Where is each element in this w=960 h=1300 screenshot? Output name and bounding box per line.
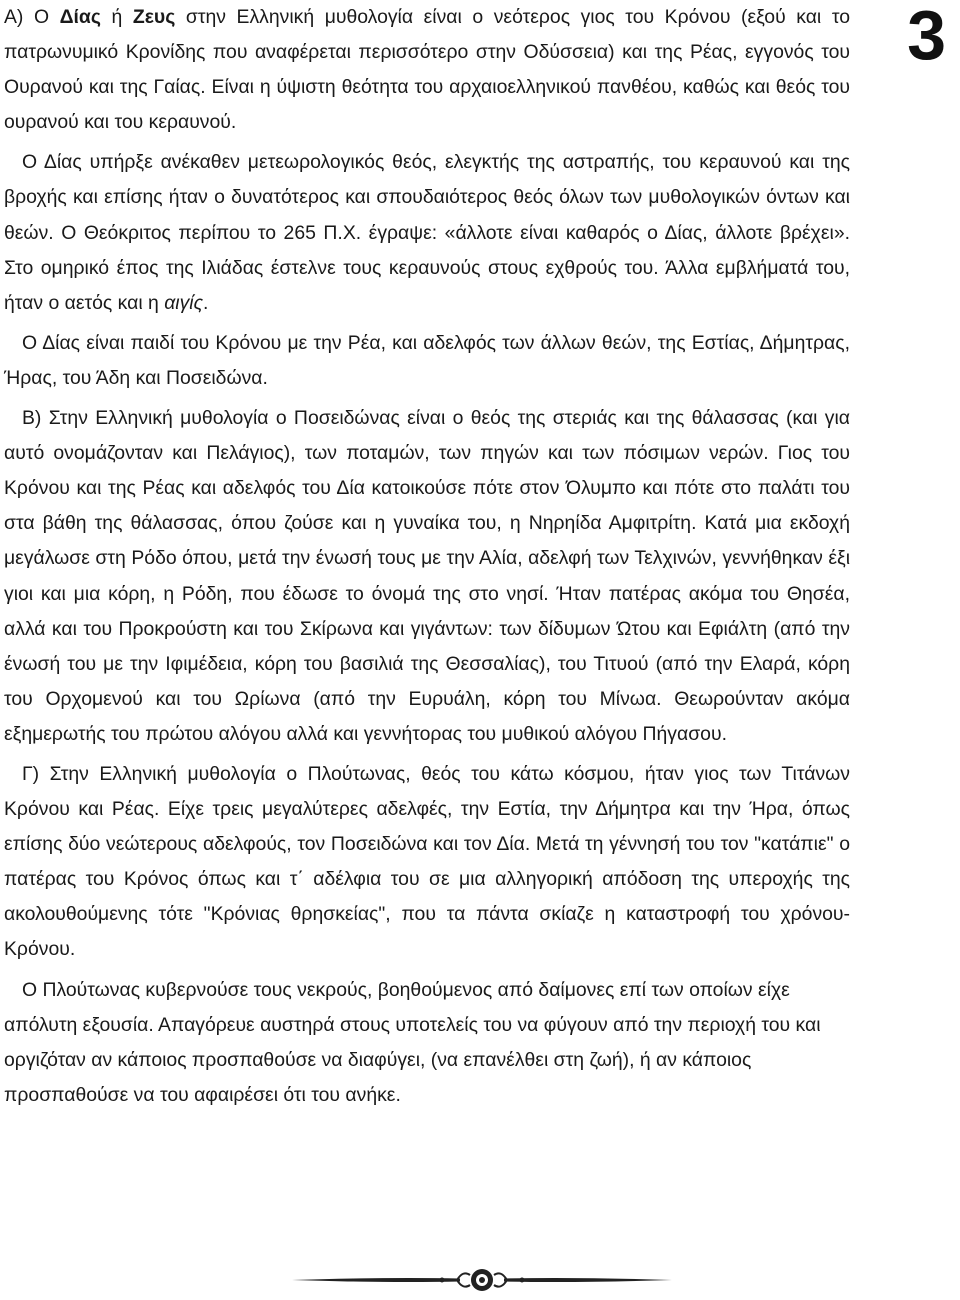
page-number: 3 [907, 0, 946, 74]
bold-name-dias: Δίας [59, 6, 101, 28]
paragraph-poseidon: Β) Στην Ελληνική μυθολογία ο Ποσειδώνας είναι ο θεός της στεριάς και της θάλασσας (και για αυτό ονομάζονταν και Πελάγιος), των ποταμών, των πηγών και των πόσιμων νερών. Γιος του Κρόνου και της Ρέας και αδελφός του Δία κατοικούσε πότε στον Όλυμπο και πότε στο παλάτι του στα βάθη της θάλασσας, όπου ζούσε και η γυναίκα του, η Νηρηίδα Αμφιτρίτη. Κατά μια εκδοχή μεγάλωσε στη Ρόδο όπου, μετά την ένωσή τους με την Αλία, αδελφή των Τελχινών, γεννήθηκαν έξι γιοι και μια κόρη, η Ρόδη, που έδωσε το όνομά της στο νησί. Ήταν πατέρας ακόμα του Θησέα, αλλά και του Προκρούστη και του Σκίρωνα και γιγάντων: των δίδυμων Ώτου και Εφιάλτη (από την ένωσή του με την Ιφιμέδεια, κόρη του βασιλιά της Θεσσαλίας), του Τιτυού (από την Ελαρά, κόρη του Ορχομενού και του Ωρίωνα (από την Ευρυάλη, κόρη του Μίνωα. Θεωρούνταν ακόμα εξημερωτής του πρώτου αλόγου αλλά και γεννήτορας του μυθικού αλόγου Πήγασου. [4, 407, 850, 745]
paragraph-pluto-rule: Ο Πλούτωνας κυβερνούσε τους νεκρούς, βοηθούμενος από δαίμονες επί των οποίων είχε απόλυτη εξουσία. Απαγόρευε αυστηρά στους υποτελείς του να φύγουν από την περιοχή του και οργιζόταν αν κάποιος προσπαθούσε να διαφύγει, (να επανέλθει στη ζωή), ή αν κάποιος προσπαθούσε να του αφαιρέσει ότι του ανήκε. [4, 978, 821, 1106]
document-body [4, 0, 850, 1118]
decorative-divider-icon [292, 1266, 672, 1294]
paragraph-text: στην Ελληνική μυθολογία είναι ο νεότερος γιος του Κρόνου (εξού και το πατρωνυμικό Κρονίδης που αναφέρεται περισσότερο στην Οδύσσεια) και της Ρέας, εγγονός του Ουρανού και της Γαίας. Είναι η ύψιστη θεότητα του αρχαιοελληνικού πανθέου, καθώς και θεός του ουρανού και του κεραυνού. [4, 6, 850, 134]
paragraph-lead: Α) Ο [4, 6, 60, 28]
paragraph-text: Ο Δίας υπήρξε ανέκαθεν μετεωρολογικός θεός, ελεγκτής της αστραπής, του κεραυνού και της βροχής και επίσης ήταν ο δυνατότερος και σπουδαιότερος θεός όλων των μυθολογικών όντων και θεών. Ο Θεόκριτος περίπου το 265 Π.Χ. έγραψε: «άλλοτε είναι καθαρός ο Δίας, άλλοτε βρέχει». Στο ομηρικό έπος της Ιλιάδας έστελνε τους κεραυνούς στους εχθρούς του. Άλλα εμβλήματά του, ήταν ο αετός και η [4, 151, 850, 314]
paragraph-pluto: Γ) Στην Ελληνική μυθολογία ο Πλούτωνας, θεός του κάτω κόσμου, ήταν γιος των Τιτάνων Κρόνου και Ρέας. Είχε τρεις μεγαλύτερες αδελφές, την Εστία, την Δήμητρα και την Ήρα, όπως επίσης δύο νεώτερους αδελφούς, τον Ποσειδώνα και τον Δία. Μετά τη γέννησή του τον "κατάπιε" ο πατέρας του Κρόνος όπως και τ΄ αδέλφια του σε μια αλληγορική απόδοση της υπεροχής της ακολουθούμενης τότε "Κρόνιας θρησκείας", που τα πάντα σκίαζε η καταστροφή του χρόνου-Κρόνου. [4, 762, 850, 961]
italic-term: αιγίς [164, 291, 204, 314]
paragraph-zeus-family: Ο Δίας είναι παιδί του Κρόνου με την Ρέα, και αδελφός των άλλων θεών, της Εστίας, Δήμητρας, Ήρας, του Άδη και Ποσειδώνα. [4, 331, 850, 389]
paragraph-end: . [203, 291, 209, 314]
paragraph-zeus-weather [4, 145, 850, 320]
paragraph-zeus-intro [4, 0, 850, 140]
bold-name-zeus: Ζευς [132, 6, 176, 28]
paragraph-connector: ή [100, 6, 133, 28]
